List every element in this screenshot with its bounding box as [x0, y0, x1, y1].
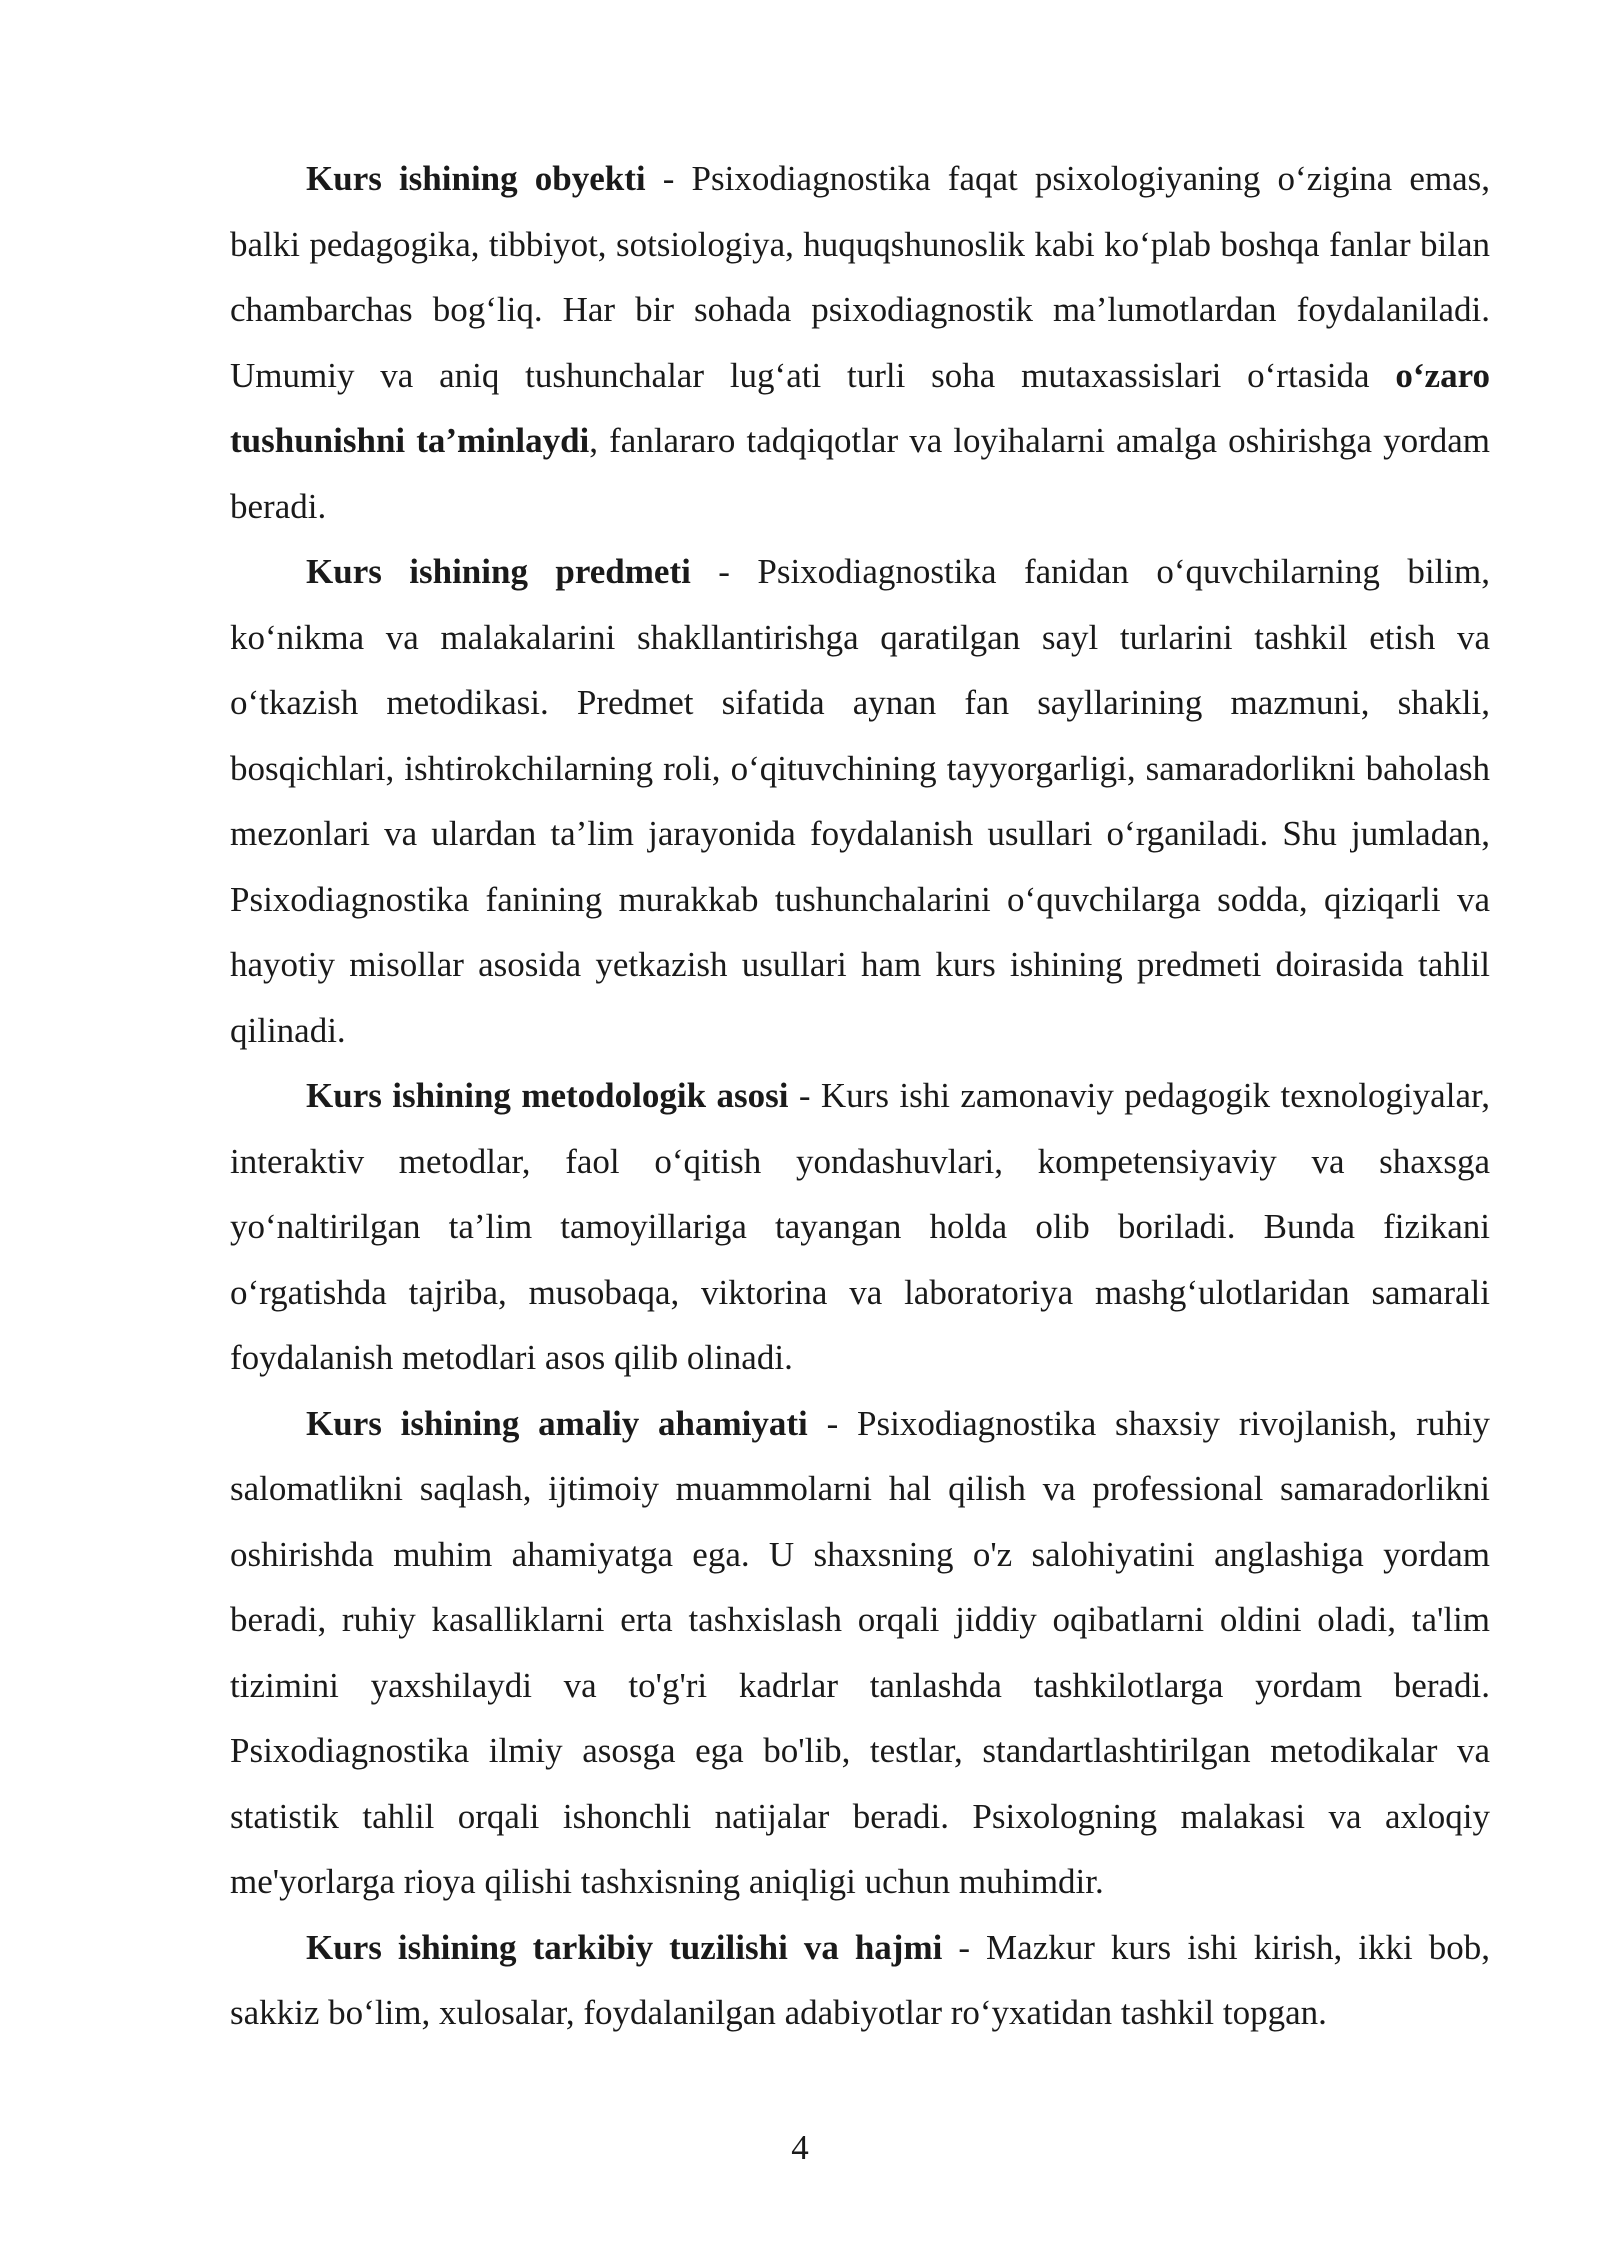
- paragraph-heading: Kurs ishining tarkibiy tuzilishi va hajmi: [306, 1927, 943, 1967]
- paragraph-heading: Kurs ishining amaliy ahamiyati: [306, 1403, 808, 1443]
- page-number: 4: [791, 2128, 809, 2167]
- paragraph-heading: Kurs ishining obyekti: [306, 159, 646, 198]
- paragraph-structure: [230, 1915, 1490, 2046]
- paragraph-text: - Mazkur kurs ishi kirish, ikki bob, sakkiz bo‘lim, xulosalar, foydalanilgan adabiyotlar ro‘yxatidan tashkil topgan.: [230, 1927, 1490, 2032]
- paragraph-text: - Psixodiagnostika fanidan o‘quvchilarning bilim, ko‘nikma va malakalarini shakllantirishga qaratilgan sayl turlarini tashkil etish va o‘tkazish metodikasi. Predmet sifatida aynan fan sayllarining mazmuni, shakli, bosqichlari, ishtirokchilarning roli, o‘qituvchining tayyorgarligi, samaradorlikni baholash mezonlari va ulardan ta’lim jarayonida foydalanish usullari o‘rganiladi. Shu jumladan, Psixodiagnostika fanining murakkab tushunchalarini o‘quvchilarga sodda, qiziqarli va hayotiy misollar asosida yetkazish usullari ham kurs ishining predmeti doirasida tahlil qilinadi.: [230, 552, 1490, 1050]
- paragraph-text: - Psixodiagnostika faqat psixologiyaning o‘zigina emas, balki pedagogika, tibbiyot, sotsiologiya, huquqshunoslik kabi ko‘plab boshqa fanlar bilan chambarchas bog‘liq. Har bir sohada psixodiagnostik ma’lumotlardan foydalaniladi. Umumiy va aniq tushunchalar lug‘ati turli soha mutaxassislari o‘rtasida: [230, 159, 1490, 395]
- paragraph-subject: [230, 539, 1490, 1063]
- paragraph-methodology: [230, 1063, 1490, 1391]
- paragraph-heading: Kurs ishining predmeti: [306, 552, 691, 591]
- document-page: [230, 146, 1490, 2046]
- paragraph-practical-importance: [230, 1391, 1490, 1915]
- paragraph-text: , fanlararo tadqiqotlar va loyihalarni amalga oshirishga yordam beradi.: [230, 421, 1490, 526]
- emphasis-text: o‘zaro tushunishni ta’minlaydi: [230, 355, 1490, 460]
- paragraph-object: [230, 146, 1490, 539]
- paragraph-text: - Kurs ishi zamonaviy pedagogik texnologiyalar, interaktiv metodlar, faol o‘qitish yondashuvlari, kompetensiyaviy va shaxsga yo‘naltirilgan ta’lim tamoyillariga tayangan holda olib boriladi. Bunda fizikani o‘rgatishda tajriba, musobaqa, viktorina va laboratoriya mashg‘ulotlaridan samarali foydalanish metodlari asos qilib olinadi.: [230, 1076, 1490, 1377]
- paragraph-text: - Psixodiagnostika shaxsiy rivojlanish, ruhiy salomatlikni saqlash, ijtimoiy muammolarni hal qilish va professional samaradorlikni oshirishda muhim ahamiyatga ega. U shaxsning o'z salohiyatini anglashiga yordam beradi, ruhiy kasalliklarni erta tashxislash orqali jiddiy oqibatlarni oldini oladi, ta'lim tizimini yaxshilaydi va to'g'ri kadrlar tanlashda tashkilotlarga yordam beradi. Psixodiagnostika ilmiy asosga ega bo'lib, testlar, standartlashtirilgan metodikalar va statistik tahlil orqali ishonchli natijalar beradi. Psixologning malakasi va axloqiy me'yorlarga rioya qilishi tashxisning aniqligi uchun muhimdir.: [230, 1403, 1490, 1901]
- paragraph-heading: Kurs ishining metodologik asosi: [306, 1076, 789, 1115]
